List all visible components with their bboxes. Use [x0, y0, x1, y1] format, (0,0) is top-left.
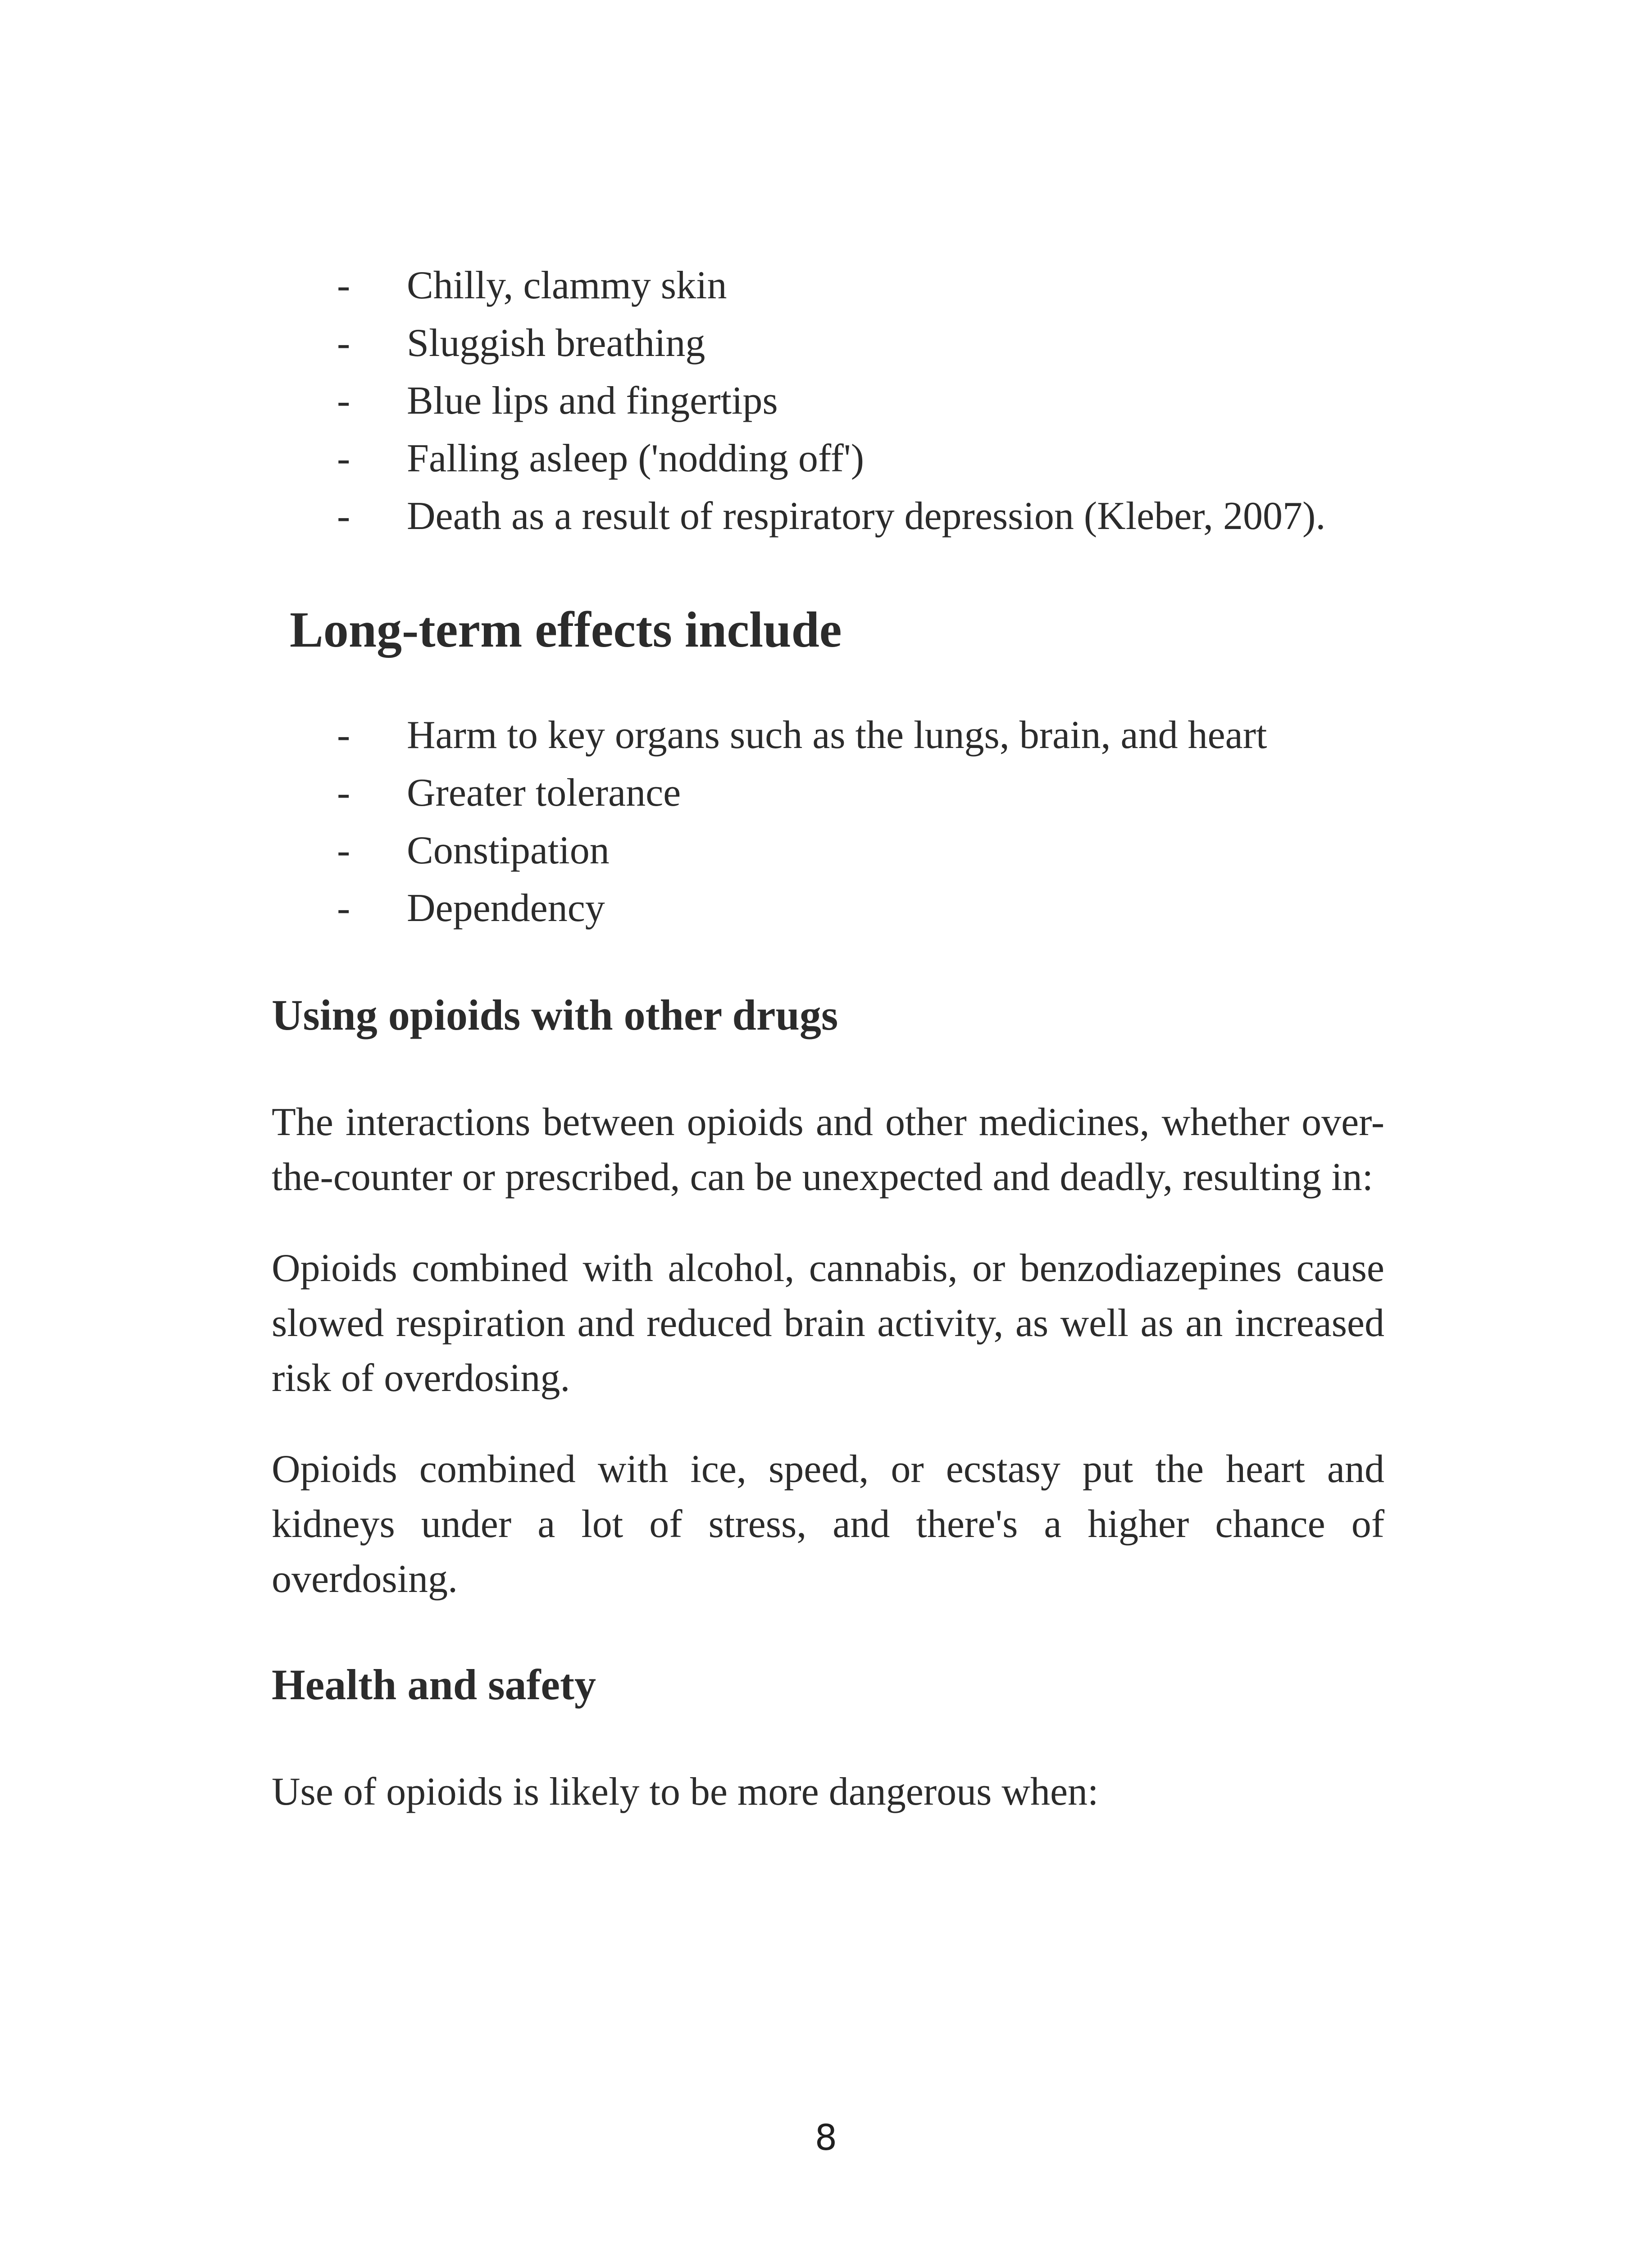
list-item	[272, 315, 1384, 372]
page-number: 8	[815, 2118, 837, 2158]
other-drugs-heading: Using opioids with other drugs	[272, 991, 838, 1039]
list-item-text: Death as a result of respiratory depression (Kleber, 2007).	[407, 494, 1326, 538]
paragraph: Opioids combined with ice, speed, or ecstasy put the heart and kidneys under a lot of stress, and there's a higher chance of overdosing.	[272, 1447, 1384, 1601]
dash-bullet: -	[337, 321, 350, 365]
list-item-text: Blue lips and fingertips	[407, 379, 778, 423]
list-item-text: Harm to key organs such as the lungs, brain, and heart	[407, 713, 1267, 757]
health-safety-heading: Health and safety	[272, 1660, 596, 1709]
long-term-list	[272, 707, 1384, 937]
dash-bullet: -	[337, 829, 350, 872]
list-item-text: Dependency	[407, 886, 605, 930]
paragraph: Opioids combined with alcohol, cannabis, or benzodiazepines cause slowed respiration and reduced brain activity, as well as an increased risk of overdosing.	[272, 1246, 1384, 1400]
dash-bullet: -	[337, 713, 350, 757]
list-item-text: Constipation	[407, 829, 610, 872]
list-item	[272, 372, 1384, 430]
dash-bullet: -	[337, 771, 350, 815]
dash-bullet: -	[337, 379, 350, 423]
list-item	[272, 430, 1384, 488]
paragraph: The interactions between opioids and other medicines, whether over-the-counter or prescribed, can be unexpected and deadly, resulting in:	[272, 1100, 1384, 1199]
dash-bullet: -	[337, 494, 350, 538]
long-term-heading: Long-term effects include	[290, 602, 842, 658]
list-item-text: Falling asleep ('nodding off')	[407, 437, 865, 480]
list-item	[272, 488, 1384, 545]
page-content	[272, 257, 1384, 1820]
list-item-text: Chilly, clammy skin	[407, 264, 727, 307]
paragraph: Use of opioids is likely to be more dangerous when:	[272, 1770, 1099, 1814]
list-item	[272, 257, 1384, 315]
list-item	[272, 880, 1384, 937]
dash-bullet: -	[337, 437, 350, 480]
symptom-list	[272, 257, 1384, 545]
list-item	[272, 822, 1384, 880]
list-item	[272, 764, 1384, 822]
dash-bullet: -	[337, 886, 350, 930]
list-item-text: Sluggish breathing	[407, 321, 705, 365]
dash-bullet: -	[337, 264, 350, 307]
list-item	[272, 707, 1384, 764]
list-item-text: Greater tolerance	[407, 771, 681, 815]
